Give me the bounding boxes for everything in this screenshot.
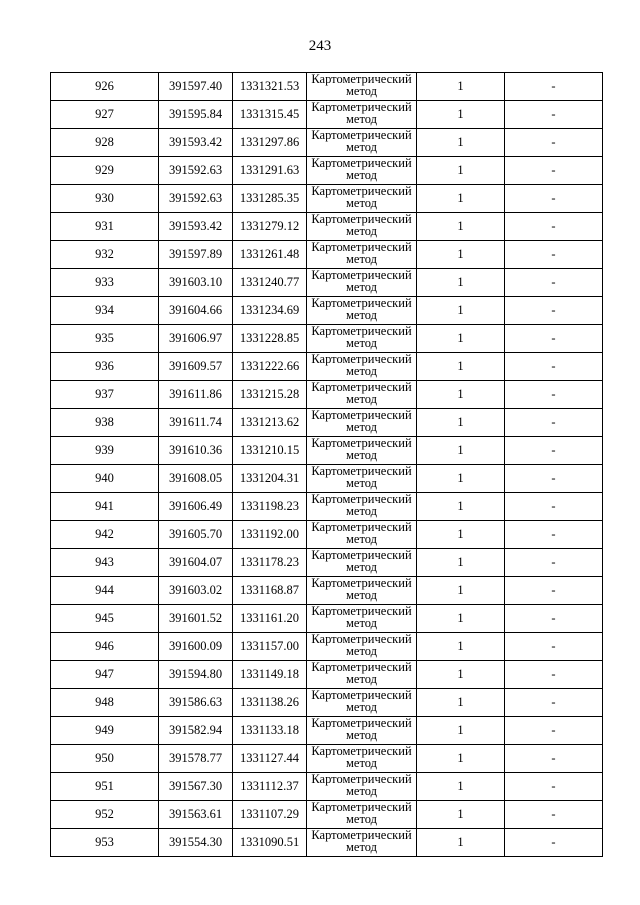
method-line2: метод [345, 419, 377, 434]
note-cell: - [505, 689, 603, 717]
y-coordinate-cell: 1331090.51 [233, 829, 307, 857]
x-coordinate-cell: 391593.42 [159, 129, 233, 157]
y-coordinate-cell: 1331133.18 [233, 717, 307, 745]
method-cell [307, 661, 417, 689]
note-cell: - [505, 129, 603, 157]
note-cell: - [505, 101, 603, 129]
table-row [51, 521, 603, 549]
x-coordinate-cell: 391586.63 [159, 689, 233, 717]
accuracy-cell: 1 [417, 773, 505, 801]
y-coordinate-cell: 1331279.12 [233, 213, 307, 241]
point-number-cell: 938 [51, 409, 159, 437]
method-cell [307, 577, 417, 605]
x-coordinate-cell: 391611.74 [159, 409, 233, 437]
method-line1: Картометрический [311, 353, 412, 366]
point-number-cell: 928 [51, 129, 159, 157]
point-number-cell: 927 [51, 101, 159, 129]
y-coordinate-cell: 1331285.35 [233, 185, 307, 213]
note-cell: - [505, 297, 603, 325]
note-cell: - [505, 829, 603, 857]
accuracy-cell: 1 [417, 73, 505, 101]
y-coordinate-cell: 1331291.63 [233, 157, 307, 185]
table-row [51, 325, 603, 353]
x-coordinate-cell: 391597.40 [159, 73, 233, 101]
accuracy-cell: 1 [417, 129, 505, 157]
accuracy-cell: 1 [417, 437, 505, 465]
method-cell [307, 325, 417, 353]
x-coordinate-cell: 391606.49 [159, 493, 233, 521]
method-line2: метод [345, 111, 377, 126]
method-line2: метод [345, 643, 377, 658]
accuracy-cell: 1 [417, 493, 505, 521]
x-coordinate-cell: 391605.70 [159, 521, 233, 549]
method-line2: метод [345, 223, 377, 238]
table-row [51, 101, 603, 129]
point-number-cell: 953 [51, 829, 159, 857]
x-coordinate-cell: 391592.63 [159, 157, 233, 185]
table-row [51, 437, 603, 465]
table-row [51, 493, 603, 521]
accuracy-cell: 1 [417, 633, 505, 661]
accuracy-cell: 1 [417, 325, 505, 353]
method-line1: Картометрический [311, 157, 412, 170]
y-coordinate-cell: 1331107.29 [233, 801, 307, 829]
method-line2: метод [345, 447, 377, 462]
note-cell: - [505, 633, 603, 661]
point-number-cell: 926 [51, 73, 159, 101]
table-row [51, 157, 603, 185]
point-number-cell: 932 [51, 241, 159, 269]
method-line2: метод [345, 139, 377, 154]
table-row [51, 633, 603, 661]
method-line2: метод [345, 279, 377, 294]
table-row [51, 717, 603, 745]
table-row [51, 549, 603, 577]
point-number-cell: 935 [51, 325, 159, 353]
accuracy-cell: 1 [417, 409, 505, 437]
note-cell: - [505, 745, 603, 773]
y-coordinate-cell: 1331161.20 [233, 605, 307, 633]
method-cell [307, 437, 417, 465]
table-row [51, 577, 603, 605]
method-line1: Картометрический [311, 801, 412, 814]
x-coordinate-cell: 391597.89 [159, 241, 233, 269]
accuracy-cell: 1 [417, 605, 505, 633]
point-number-cell: 939 [51, 437, 159, 465]
method-line1: Картометрический [311, 185, 412, 198]
note-cell: - [505, 213, 603, 241]
point-number-cell: 940 [51, 465, 159, 493]
note-cell: - [505, 465, 603, 493]
x-coordinate-cell: 391554.30 [159, 829, 233, 857]
note-cell: - [505, 605, 603, 633]
x-coordinate-cell: 391578.77 [159, 745, 233, 773]
point-number-cell: 947 [51, 661, 159, 689]
note-cell: - [505, 269, 603, 297]
table-row [51, 773, 603, 801]
note-cell: - [505, 353, 603, 381]
accuracy-cell: 1 [417, 381, 505, 409]
y-coordinate-cell: 1331213.62 [233, 409, 307, 437]
method-cell [307, 521, 417, 549]
note-cell: - [505, 521, 603, 549]
y-coordinate-cell: 1331138.26 [233, 689, 307, 717]
method-line1: Картометрический [311, 269, 412, 282]
accuracy-cell: 1 [417, 745, 505, 773]
method-line1: Картометрический [311, 465, 412, 478]
table-row [51, 465, 603, 493]
y-coordinate-cell: 1331261.48 [233, 241, 307, 269]
note-cell: - [505, 577, 603, 605]
point-number-cell: 934 [51, 297, 159, 325]
method-line1: Картометрический [311, 437, 412, 450]
x-coordinate-cell: 391603.10 [159, 269, 233, 297]
method-cell [307, 689, 417, 717]
x-coordinate-cell: 391601.52 [159, 605, 233, 633]
method-line1: Картометрический [311, 689, 412, 702]
method-line1: Картометрический [311, 521, 412, 534]
accuracy-cell: 1 [417, 549, 505, 577]
method-line1: Картометрический [311, 213, 412, 226]
x-coordinate-cell: 391606.97 [159, 325, 233, 353]
method-line2: метод [345, 727, 377, 742]
accuracy-cell: 1 [417, 157, 505, 185]
x-coordinate-cell: 391594.80 [159, 661, 233, 689]
method-cell [307, 633, 417, 661]
table-row [51, 381, 603, 409]
y-coordinate-cell: 1331297.86 [233, 129, 307, 157]
note-cell: - [505, 185, 603, 213]
method-cell [307, 745, 417, 773]
method-line2: метод [345, 615, 377, 630]
point-number-cell: 942 [51, 521, 159, 549]
point-number-cell: 952 [51, 801, 159, 829]
method-line1: Картометрический [311, 129, 412, 142]
table-row [51, 73, 603, 101]
point-number-cell: 949 [51, 717, 159, 745]
point-number-cell: 937 [51, 381, 159, 409]
coordinates-table [50, 72, 603, 857]
method-cell [307, 185, 417, 213]
y-coordinate-cell: 1331234.69 [233, 297, 307, 325]
accuracy-cell: 1 [417, 465, 505, 493]
method-cell [307, 241, 417, 269]
method-line2: метод [345, 671, 377, 686]
y-coordinate-cell: 1331198.23 [233, 493, 307, 521]
method-cell [307, 409, 417, 437]
x-coordinate-cell: 391593.42 [159, 213, 233, 241]
method-line2: метод [345, 503, 377, 518]
method-line1: Картометрический [311, 661, 412, 674]
table-row [51, 269, 603, 297]
y-coordinate-cell: 1331157.00 [233, 633, 307, 661]
point-number-cell: 946 [51, 633, 159, 661]
method-line1: Картометрический [311, 409, 412, 422]
y-coordinate-cell: 1331222.66 [233, 353, 307, 381]
method-line2: метод [345, 699, 377, 714]
table-row [51, 241, 603, 269]
table-row [51, 661, 603, 689]
x-coordinate-cell: 391604.66 [159, 297, 233, 325]
method-line1: Картометрический [311, 241, 412, 254]
method-cell [307, 269, 417, 297]
point-number-cell: 936 [51, 353, 159, 381]
method-line2: метод [345, 559, 377, 574]
table-row [51, 353, 603, 381]
table-row [51, 129, 603, 157]
accuracy-cell: 1 [417, 829, 505, 857]
note-cell: - [505, 801, 603, 829]
y-coordinate-cell: 1331315.45 [233, 101, 307, 129]
x-coordinate-cell: 391563.61 [159, 801, 233, 829]
point-number-cell: 945 [51, 605, 159, 633]
method-cell [307, 101, 417, 129]
note-cell: - [505, 73, 603, 101]
method-line1: Картометрический [311, 829, 412, 842]
method-line2: метод [345, 195, 377, 210]
note-cell: - [505, 381, 603, 409]
y-coordinate-cell: 1331228.85 [233, 325, 307, 353]
note-cell: - [505, 773, 603, 801]
method-line2: метод [345, 363, 377, 378]
method-line2: метод [345, 251, 377, 266]
note-cell: - [505, 325, 603, 353]
method-line2: метод [345, 587, 377, 602]
method-cell [307, 605, 417, 633]
point-number-cell: 930 [51, 185, 159, 213]
accuracy-cell: 1 [417, 185, 505, 213]
method-cell [307, 353, 417, 381]
point-number-cell: 929 [51, 157, 159, 185]
method-line2: метод [345, 531, 377, 546]
method-line2: метод [345, 839, 377, 854]
accuracy-cell: 1 [417, 269, 505, 297]
y-coordinate-cell: 1331168.87 [233, 577, 307, 605]
note-cell: - [505, 493, 603, 521]
method-line1: Картометрический [311, 493, 412, 506]
accuracy-cell: 1 [417, 241, 505, 269]
method-cell [307, 157, 417, 185]
point-number-cell: 933 [51, 269, 159, 297]
method-line1: Картометрический [311, 325, 412, 338]
method-cell [307, 73, 417, 101]
x-coordinate-cell: 391603.02 [159, 577, 233, 605]
method-cell [307, 549, 417, 577]
method-line1: Картометрический [311, 101, 412, 114]
table-row [51, 829, 603, 857]
page-number: 243 [308, 38, 332, 54]
accuracy-cell: 1 [417, 689, 505, 717]
y-coordinate-cell: 1331192.00 [233, 521, 307, 549]
point-number-cell: 931 [51, 213, 159, 241]
y-coordinate-cell: 1331210.15 [233, 437, 307, 465]
note-cell: - [505, 661, 603, 689]
method-line2: метод [345, 335, 377, 350]
point-number-cell: 941 [51, 493, 159, 521]
method-line2: метод [345, 475, 377, 490]
method-cell [307, 829, 417, 857]
note-cell: - [505, 157, 603, 185]
note-cell: - [505, 717, 603, 745]
y-coordinate-cell: 1331127.44 [233, 745, 307, 773]
method-cell [307, 381, 417, 409]
method-line2: метод [345, 83, 377, 98]
method-cell [307, 465, 417, 493]
method-line2: метод [345, 755, 377, 770]
table-body [51, 73, 603, 857]
method-line1: Картометрический [311, 297, 412, 310]
method-cell [307, 717, 417, 745]
accuracy-cell: 1 [417, 661, 505, 689]
note-cell: - [505, 437, 603, 465]
point-number-cell: 943 [51, 549, 159, 577]
accuracy-cell: 1 [417, 521, 505, 549]
y-coordinate-cell: 1331321.53 [233, 73, 307, 101]
method-line1: Картометрический [311, 549, 412, 562]
table-row [51, 689, 603, 717]
method-cell [307, 773, 417, 801]
method-cell [307, 801, 417, 829]
point-number-cell: 948 [51, 689, 159, 717]
x-coordinate-cell: 391600.09 [159, 633, 233, 661]
point-number-cell: 950 [51, 745, 159, 773]
method-line1: Картометрический [311, 605, 412, 618]
accuracy-cell: 1 [417, 297, 505, 325]
point-number-cell: 951 [51, 773, 159, 801]
y-coordinate-cell: 1331149.18 [233, 661, 307, 689]
accuracy-cell: 1 [417, 353, 505, 381]
note-cell: - [505, 241, 603, 269]
note-cell: - [505, 549, 603, 577]
table-row [51, 605, 603, 633]
accuracy-cell: 1 [417, 101, 505, 129]
x-coordinate-cell: 391610.36 [159, 437, 233, 465]
table-row [51, 297, 603, 325]
x-coordinate-cell: 391609.57 [159, 353, 233, 381]
y-coordinate-cell: 1331178.23 [233, 549, 307, 577]
method-cell [307, 213, 417, 241]
method-line1: Картометрический [311, 773, 412, 786]
table-row [51, 213, 603, 241]
accuracy-cell: 1 [417, 801, 505, 829]
x-coordinate-cell: 391595.84 [159, 101, 233, 129]
method-cell [307, 129, 417, 157]
method-line1: Картометрический [311, 381, 412, 394]
table-row [51, 745, 603, 773]
method-line1: Картометрический [311, 73, 412, 86]
method-line1: Картометрический [311, 633, 412, 646]
method-cell [307, 493, 417, 521]
method-line2: метод [345, 811, 377, 826]
table-row [51, 409, 603, 437]
method-line2: метод [345, 167, 377, 182]
x-coordinate-cell: 391567.30 [159, 773, 233, 801]
accuracy-cell: 1 [417, 717, 505, 745]
method-line1: Картометрический [311, 717, 412, 730]
method-line2: метод [345, 391, 377, 406]
y-coordinate-cell: 1331204.31 [233, 465, 307, 493]
table-row [51, 801, 603, 829]
table-row [51, 185, 603, 213]
method-line1: Картометрический [311, 745, 412, 758]
x-coordinate-cell: 391604.07 [159, 549, 233, 577]
accuracy-cell: 1 [417, 577, 505, 605]
point-number-cell: 944 [51, 577, 159, 605]
y-coordinate-cell: 1331112.37 [233, 773, 307, 801]
method-line2: метод [345, 307, 377, 322]
y-coordinate-cell: 1331215.28 [233, 381, 307, 409]
method-line1: Картометрический [311, 577, 412, 590]
x-coordinate-cell: 391582.94 [159, 717, 233, 745]
x-coordinate-cell: 391608.05 [159, 465, 233, 493]
note-cell: - [505, 409, 603, 437]
y-coordinate-cell: 1331240.77 [233, 269, 307, 297]
method-cell [307, 297, 417, 325]
x-coordinate-cell: 391592.63 [159, 185, 233, 213]
accuracy-cell: 1 [417, 213, 505, 241]
method-line2: метод [345, 783, 377, 798]
x-coordinate-cell: 391611.86 [159, 381, 233, 409]
